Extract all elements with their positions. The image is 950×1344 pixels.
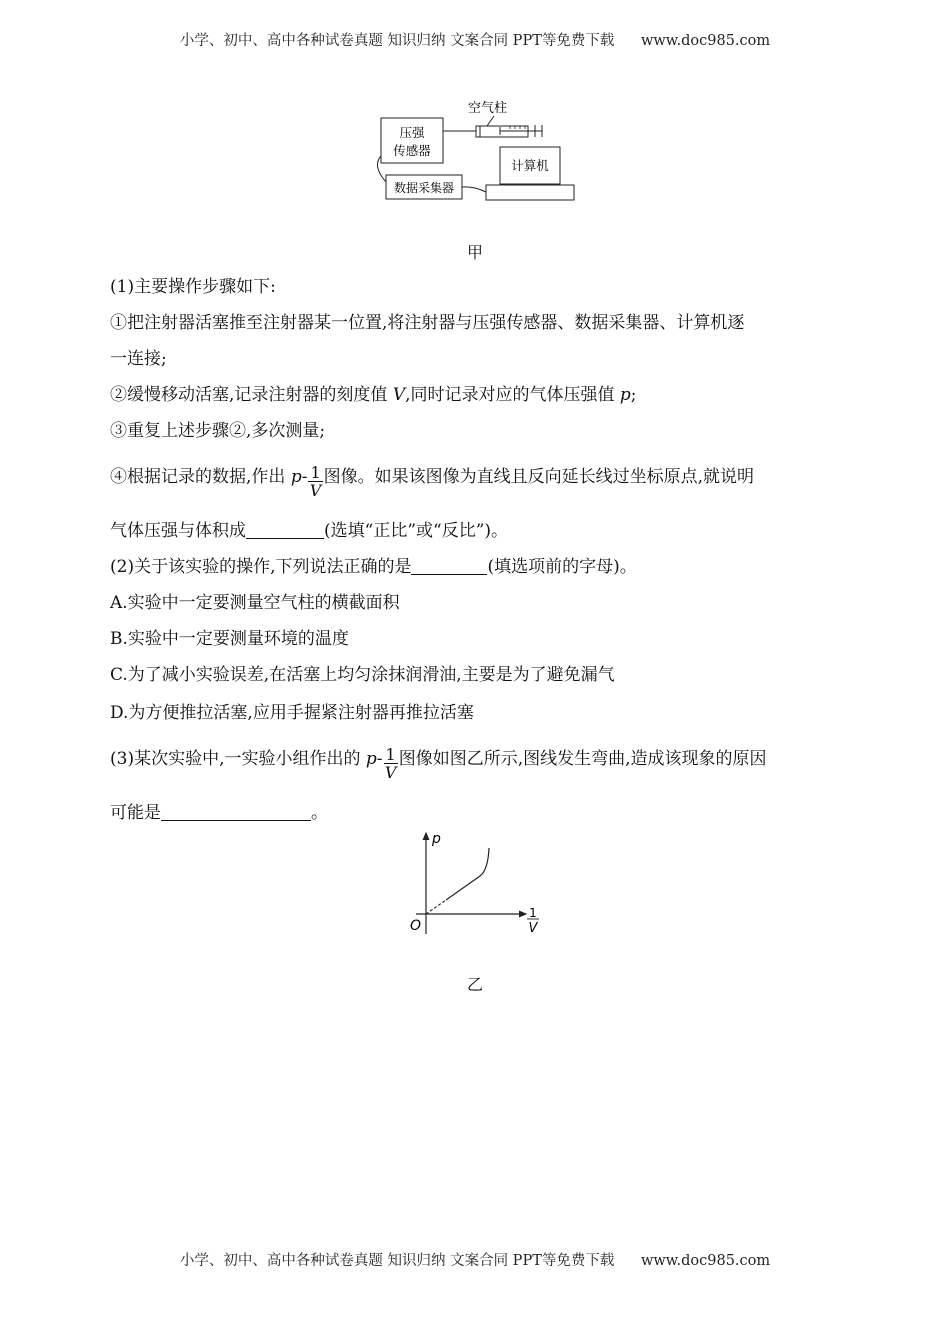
figure-graph [400, 826, 550, 938]
desk [486, 185, 574, 200]
q1-step3: ③重复上述步骤②,多次测量; [110, 421, 326, 441]
q3-stem-pre: (3)某次实验中,一实验小组作出的 [110, 749, 366, 769]
q1-p-symbol: p [290, 467, 302, 487]
q3-line2-pre: 可能是 [110, 803, 161, 823]
header-site: www.doc985.com [640, 33, 771, 49]
label-data-collector: 数据采集器 [393, 181, 455, 195]
q1-step1-line2: 一连接; [110, 349, 167, 369]
label-computer: 计算机 [511, 158, 549, 173]
q1-step4-line2-pre: 气体压强与体积成 [110, 521, 246, 541]
page-footer [0, 1249, 950, 1270]
q3-p-symbol: p [365, 749, 377, 769]
q2-stem-pre: (2)关于该实验的操作,下列说法正确的是 [110, 557, 412, 577]
q3-dash: - [376, 749, 383, 769]
header-text: 小学、初中、高中各种试卷真题 知识归纳 文案合同 PPT等免费下载 [179, 33, 615, 49]
q1-intro: (1)主要操作步骤如下: [110, 277, 276, 297]
q2-answer-blank[interactable] [411, 556, 487, 575]
figure-apparatus [370, 96, 585, 208]
q3-stem-post: 图像如图乙所示,图线发生弯曲,造成该现象的原因 [398, 749, 767, 769]
footer-text: 小学、初中、高中各种试卷真题 知识归纳 文案合同 PPT等免费下载 [179, 1253, 615, 1269]
x-axis-label-num: 1 [529, 906, 537, 920]
q3-answer-blank[interactable] [161, 802, 311, 821]
figure-b-caption: 乙 [466, 975, 483, 994]
q1-step4-pre: ④根据记录的数据,作出 [110, 467, 291, 487]
q2-option-a: A.实验中一定要测量空气柱的横截面积 [110, 593, 400, 613]
q1-step4 [110, 464, 754, 499]
q3-frac-num: 1 [385, 745, 396, 764]
dashed-extension [426, 900, 446, 914]
q1-step4-line2-post: (选填“正比”或“反比”)。 [324, 521, 509, 541]
q1-step2-mid: ,同时记录对应的气体压强值 [405, 385, 620, 405]
q3-line2 [110, 802, 328, 824]
page-header [0, 29, 950, 50]
footer-site: www.doc985.com [640, 1253, 771, 1269]
q1-dash: - [301, 467, 308, 487]
data-curve [446, 848, 489, 900]
label-sensor-line1: 压强 [399, 125, 425, 140]
label-air-column: 空气柱 [468, 101, 508, 116]
x-axis-label-den: V [528, 921, 538, 936]
q1-step2-pre: ②缓慢移动活塞,记录注射器的刻度值 [110, 385, 393, 405]
q1-step2-p: p [619, 385, 631, 405]
q2-stem-post: (填选项前的字母)。 [487, 557, 637, 577]
q1-frac-den: V [309, 481, 322, 500]
q1-step4-line2 [110, 520, 508, 542]
q1-step4-post: 图像。如果该图像为直线且反向延长线过坐标原点,就说明 [323, 467, 755, 487]
q1-step2 [110, 384, 637, 406]
q2-option-c: C.为了减小实验误差,在活塞上均匀涂抹润滑油,主要是为了避免漏气 [110, 665, 615, 685]
q2-stem [110, 556, 637, 578]
q1-step2-v: V [392, 385, 406, 405]
q1-step1-line1: ①把注射器活塞推至注射器某一位置,将注射器与压强传感器、数据采集器、计算机逐 [110, 313, 745, 333]
q3-fraction [384, 746, 398, 781]
y-axis-label: p [432, 831, 441, 847]
q1-frac-num: 1 [310, 463, 321, 482]
q1-fraction [308, 464, 322, 499]
label-sensor-line2: 传感器 [393, 143, 431, 158]
q1-step2-end: ; [630, 385, 637, 405]
q3-frac-den: V [384, 763, 397, 782]
q3-line2-post: 。 [311, 803, 328, 823]
q2-option-d: D.为方便推拉活塞,应用手握紧注射器再推拉活塞 [110, 703, 474, 723]
q1-answer-blank[interactable] [246, 520, 324, 539]
figure-a-caption: 甲 [466, 243, 483, 262]
q3-stem [110, 746, 767, 781]
q2-option-b: B.实验中一定要测量环境的温度 [110, 629, 349, 649]
origin-label: O [410, 918, 422, 934]
